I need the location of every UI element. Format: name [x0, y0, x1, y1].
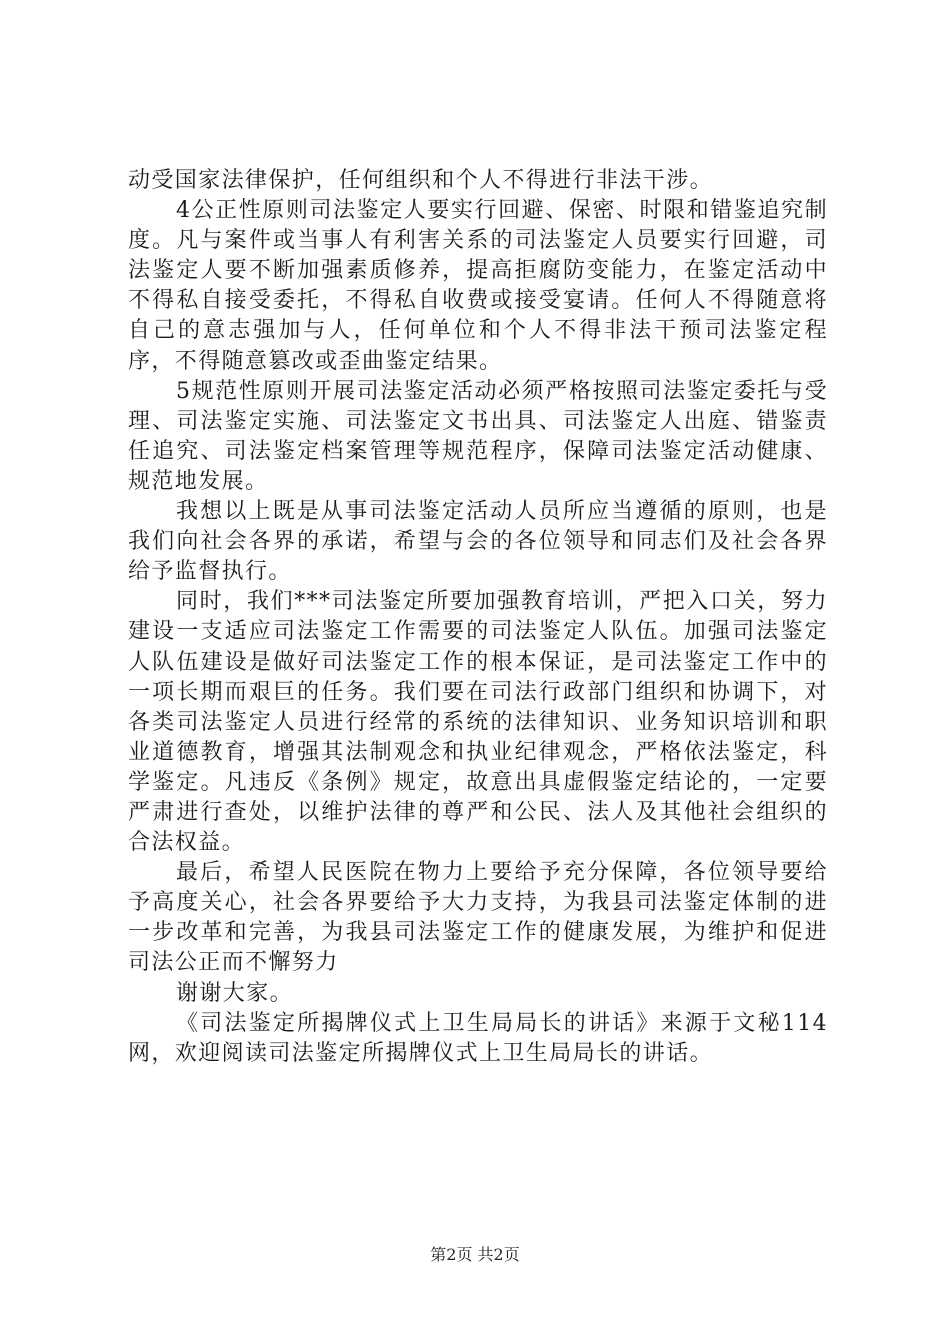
paragraph-closing-hopes: 最后，希望人民医院在物力上要给予充分保障，各位领导要给予高度关心，社会各界要给予大力支持，为我县司法鉴定体制的进一步改革和完善，为我县司法鉴定工作的健康发展，为维护和促进司法公正而不懈努力	[128, 860, 828, 976]
paragraph-continuation: 动受国家法律保护，任何组织和个人不得进行非法干涉。	[128, 168, 714, 193]
paragraph-training: 同时，我们***司法鉴定所要加强教育培训，严把入口关，努力建设一支适应司法鉴定工作需要的司法鉴定人队伍。加强司法鉴定人队伍建设是做好司法鉴定工作的根本保证，是司法鉴定工作中的一项长期而艰巨的任务。我们要在司法行政部门组织和协调下，对各类司法鉴定人员进行经常的系统的法律知识、业务知识培训和职业道德教育，增强其法制观念和执业纪律观念，严格依法鉴定，科学鉴定。凡违反《条例》规定，故意出具虚假鉴定结论的，一定要严肃进行查处，以维护法律的尊严和公民、法人及其他社会组织的合法权益。	[128, 589, 828, 856]
paragraph-standardization-principle: 5规范性原则开展司法鉴定活动必须严格按照司法鉴定委托与受理、司法鉴定实施、司法鉴定文书出具、司法鉴定人出庭、错鉴责任追究、司法鉴定档案管理等规范程序，保障司法鉴定活动健康、规范地发展。	[128, 378, 828, 494]
paragraph-fairness-principle: 4公正性原则司法鉴定人要实行回避、保密、时限和错鉴追究制度。凡与案件或当事人有利害关系的司法鉴定人员要实行回避，司法鉴定人要不断加强素质修养，提高拒腐防变能力，在鉴定活动中不得私自接受委托，不得私自收费或接受宴请。任何人不得随意将自己的意志强加与人，任何单位和个人不得非法干预司法鉴定程序，不得随意篡改或歪曲鉴定结果。	[128, 198, 828, 374]
page-number-footer: 第2页 共2页	[430, 1245, 520, 1264]
document-body	[128, 166, 828, 1069]
paragraph-thanks: 谢谢大家。	[176, 980, 294, 1006]
paragraph-source-note: 《司法鉴定所揭牌仪式上卫生局局长的讲话》来源于文秘114网，欢迎阅读司法鉴定所揭牌仪式上卫生局局长的讲话。	[128, 1010, 828, 1066]
paragraph-commitment: 我想以上既是从事司法鉴定活动人员所应当遵循的原则，也是我们向社会各界的承诺，希望与会的各位领导和同志们及社会各界给予监督执行。	[128, 499, 828, 585]
